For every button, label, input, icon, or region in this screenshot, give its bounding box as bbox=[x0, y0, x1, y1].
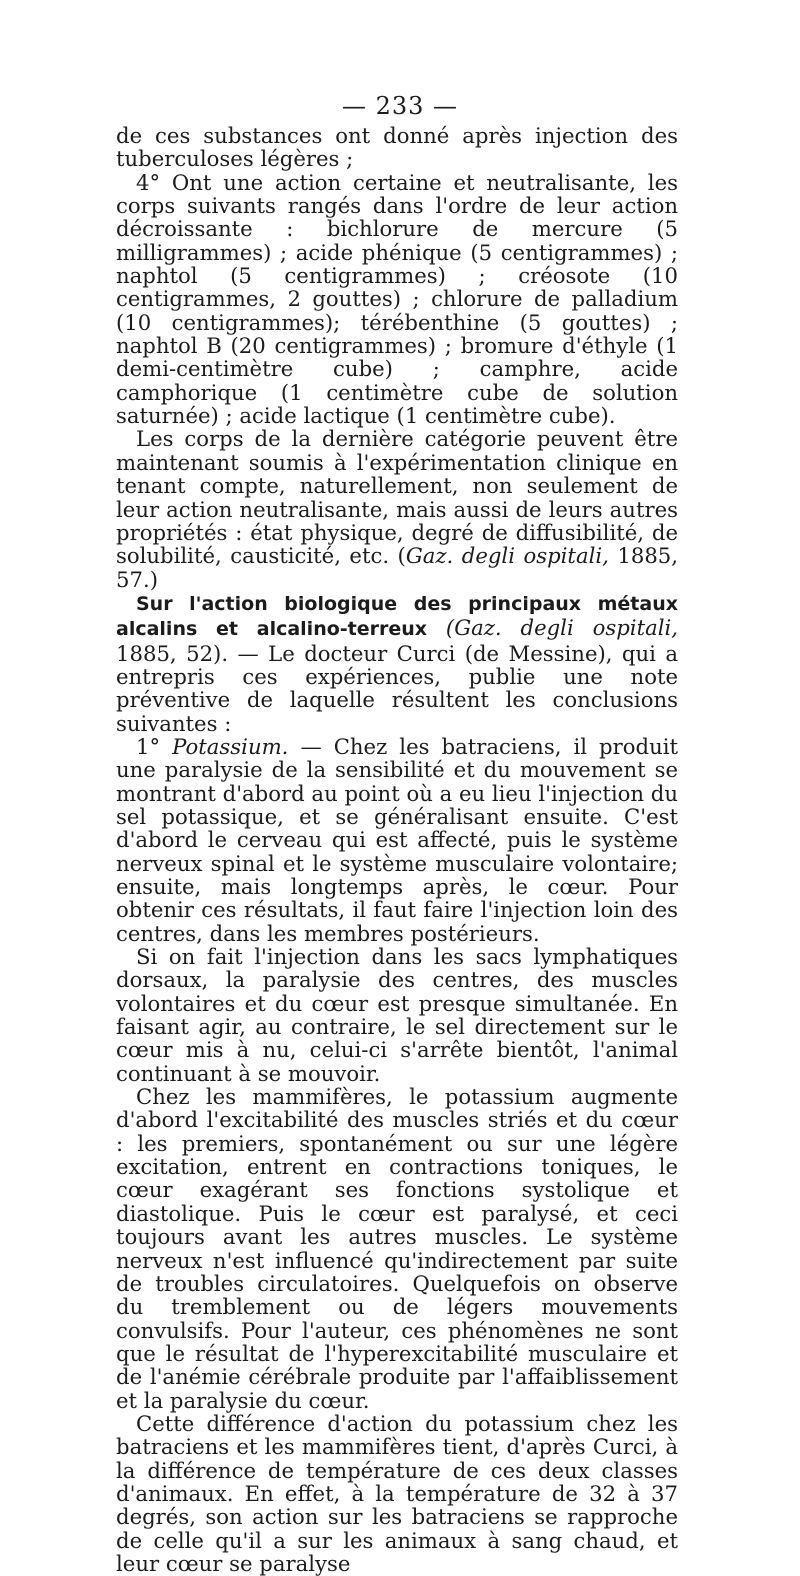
paragraph-lymphatic-injection: Si on fait l'injection dans les sacs lymphatiques dorsaux, la paralysie des centres, des muscles volontaires et du cœur est presque simultanée. En faisant agir, au contraire, le sel directement sur le cœur mis à nu, celui-ci s'arrête bientôt, l'animal continuant à se mouvoir. bbox=[116, 944, 678, 1086]
paragraph-neutralizing-agents: 4° Ont une action certaine et neutralisante, les corps suivants rangés dans l'ordre de leur action décroissante : bichlorure de mercure (5 milligrammes) ; acide phénique (5 centigrammes) ; naphtol (5 centigrammes) ; créosote (10 centigrammes, 2 gouttes) ; chlorure de palladium (10 centigrammes); térébenthine (5 gouttes) ; naphtol B (20 centigrammes) ; bromure d'éthyle (1 demi-centimètre cube) ; camphre, acide camphorique (1 centimètre cube de solution saturnée) ; acide lactique (1 centimètre cube). bbox=[116, 169, 678, 429]
paragraph-text: Les corps de la dernière catégorie peuvent être maintenant soumis à l'expérimentation clinique en tenant compte, naturellement, non seulement de leur action neutralisante, mais aussi de leurs autres propriétés : état physique, degré de diffusibilité, de solubilité, causticité, etc. ( bbox=[116, 426, 678, 569]
page-number: — 233 — bbox=[341, 92, 459, 120]
citation: Gaz. degli ospitali, bbox=[405, 543, 609, 569]
paragraph-text: — Chez les batraciens, il produit une paralysie de la sensibilité et du mouvement se montrant d'abord au point où a eu lieu l'injection du sel potassique, et se généralisant ensuite. C'est d'abord le cerveau qui est affecté, puis le système nerveux spinal et le système musculaire volontaire; ensuite, mais longtemps après, le cœur. Pour obtenir ces résultats, il faut faire l'injection loin des centres, dans les membres postérieurs. bbox=[116, 733, 679, 946]
citation-tail: 1885, 57.) bbox=[116, 543, 679, 592]
citation: (Gaz. degli ospitali, bbox=[445, 615, 678, 641]
paragraph-clinical-testing bbox=[116, 427, 678, 590]
subheading-potassium: Potassium. bbox=[172, 733, 289, 759]
paragraph-temperature: Cette différence d'action du potassium chez les batraciens et les mammifères tient, d'après Curci, à la différence de température de ces deux classes d'animaux. En effet, à la température de 32 à 37 degrés, son action sur les batraciens se rapproche de celle qu'il a sur les animaux à sang chaud, et leur cœur se paralyse bbox=[116, 1410, 678, 1576]
paragraph-text: 1885, 52). — Le docteur Curci (de Messine), qui a entrepris ces expériences, publie une note préventive de laquelle résultent les conclusions suivantes : bbox=[116, 640, 678, 736]
paragraph-section-heading bbox=[116, 591, 678, 735]
paragraph-continuation: de ces substances ont donné après injection des tuberculoses légères ; bbox=[116, 123, 678, 172]
paragraph-mammals: Chez les mammifères, le potassium augmente d'abord l'excitabilité des muscles striés et du cœur : les premiers, spontanément ou sur une légère excitation, entrent en contractions toniques, le cœur exagérant ses fonctions systolique et diastolique. Puis le cœur est paralysé, et ceci toujours avant les autres muscles. Le système nerveux n'est influencé qu'indirectement par suite de troubles circulatoires. Quelquefois on observe du tremblement ou de légers mouvements convulsifs. Pour l'auteur, ces phénomènes ne sont que le résultat de l'hyperexcitabilité musculaire et de l'anémie cérébrale produite par l'affaiblissement et la paralysie du cœur. bbox=[116, 1084, 678, 1413]
list-number: 1° bbox=[136, 733, 173, 759]
paragraph-potassium bbox=[116, 735, 678, 945]
section-heading: Sur l'action biologique des principaux métaux alcalins et alcalino-terreux bbox=[116, 592, 678, 641]
body-text bbox=[116, 124, 678, 1575]
